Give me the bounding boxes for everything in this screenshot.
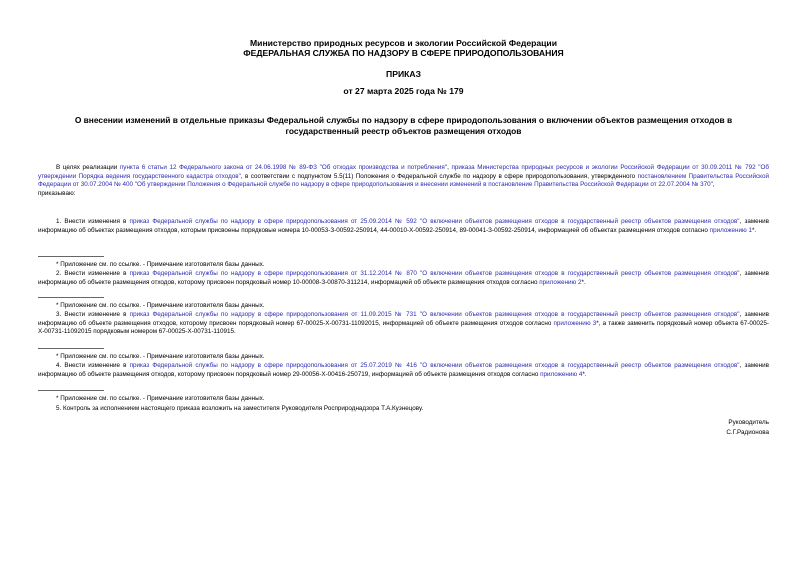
service-name: ФЕДЕРАЛЬНАЯ СЛУЖБА ПО НАДЗОРУ В СФЕРЕ ПРИРОДОПОЛЬЗОВАНИЯ [243,48,564,58]
item-text: , заменив информацию об объекте размещения отходов, которому присвоен порядковый номер 29-00056-Х-00416-250719, информацией об объекте размещения отходов согласно [38,362,770,378]
item-text: , заменив информацию об объекте размещения отходов, которому присвоен порядковый номер 10-00008-З-00870-311214, информацией об объекте размещения отходов согласно [38,270,770,286]
appendix-link[interactable]: приложению 4 [540,370,583,378]
item-text: *. [581,278,586,286]
footnote-divider [38,348,104,349]
preamble-text: , в соответствии с подпунктом 5.5(11) Положения о Федеральной службе по надзору в сфере природопользования, утвержденного [240,172,638,180]
item-text: 4. Внести изменение в [56,362,130,369]
preamble [38,164,769,198]
document-date-number: от 27 марта 2025 года № 179 [343,86,464,96]
law-link[interactable]: пункта 6 статьи 12 Федерального закона от 24.06.1998 № 89-ФЗ "Об отходах производства и потребления" [119,164,448,171]
ministry-order-link[interactable]: приказа Министерства природных ресурсов и экологии Российской Федерации от 30.09.2011 № 792 "Об утверждении Порядка ведения государственного кадастра отходов" [38,164,770,180]
preamble-paragraph [38,164,769,190]
preamble-text: В целях реализации [56,164,120,171]
footnote: * Приложение см. по ссылке. - Примечание изготовителя базы данных. [56,353,265,360]
signature-role: Руководитель [728,419,769,426]
item-text: , заменив информацию об объектах размещения отходов, которым присвоены порядковые номера 10-00053-З-00592-250914, 44-00010-Х-00592-250914, 89-00041-З-00592-250914, информацией об объектах размещения отходов согласно [38,218,770,234]
footnote: * Приложение см. по ссылке. - Примечание изготовителя базы данных. [56,395,265,402]
appendix-link[interactable]: приложению 1 [709,226,752,234]
order-link[interactable]: приказ Федеральной службы по надзору в сфере природопользования от 25.09.2014 № 592 "О включении объектов размещения отходов в государственный реестр объектов размещения отходов" [129,218,740,225]
order-item-4 [38,362,769,379]
item-text: 1. Внести изменения в [56,218,130,225]
order-link[interactable]: приказ Федеральной службы по надзору в сфере природопользования от 31.12.2014 № 870 "О включении объектов размещения отходов в государственный реестр объектов размещения отходов" [129,270,740,277]
signature-name: С.Г.Радионова [726,429,769,436]
item-text: *, а также заменить порядковый номер объекта 67-00025-Х-00731-11092015 порядковым номером 67-00025-Х-00731-110915. [38,319,769,336]
item-text: *. [582,370,587,378]
order-item-3 [38,311,769,337]
footnote: * Приложение см. по ссылке. - Примечание изготовителя базы данных. [56,261,265,268]
order-link[interactable]: приказ Федеральной службы по надзору в сфере природопользования от 11.09.2015 № 731 "О включении объектов размещения отходов в государственный реестр объектов размещения отходов" [129,311,740,318]
document-type: ПРИКАЗ [386,69,421,79]
order-item-5 [38,405,769,414]
preamble-text: , [712,181,715,189]
ministry-name: Министерство природных ресурсов и экологии Российской Федерации [250,38,557,48]
footnote-divider [38,390,104,391]
appendix-link[interactable]: приложению 2 [539,278,582,286]
document-title: О внесении изменений в отдельные приказы Федеральной службы по надзору в сфере природопользования о включении объектов размещения отходов в государственный реестр объектов размещения отходов [74,115,733,136]
appendix-link[interactable]: приложению 3 [553,319,597,327]
item-text: 5. Контроль за исполнением настоящего приказа возложить на заместителя Руководителя Росприроднадзора Т.А.Кузнецову. [56,405,424,412]
order-word: приказываю: [38,189,76,197]
footnote-divider [38,297,104,298]
government-decree-link[interactable]: постановлением Правительства Российской Федерации от 30.07.2004 № 400 "Об утверждении Положения о Федеральной службе по надзору в сфере природопользования и внесении изменений в постановление Правительства Российской Федерации от 22.07.2004 № 370" [38,172,769,189]
footnote: * Приложение см. по ссылке. - Примечание изготовителя базы данных. [56,302,265,309]
order-item-1 [38,218,769,235]
preamble-text: , [447,164,452,171]
item-text: 3. Внести изменение в [56,311,130,318]
item-text: , заменив информацию об объекте размещения отходов, которому присвоен порядковый номер 67-00025-Х-00731-11092015, информацией об объекте размещения отходов согласно [38,311,770,327]
item-text: 2. Внести изменение в [56,270,130,277]
footnote-divider [38,256,104,257]
order-link[interactable]: приказ Федеральной службы по надзору в сфере природопользования от 25.07.2019 № 416 "О включении объектов размещения отходов в государственный реестр объектов размещения отходов" [129,362,740,369]
order-item-2 [38,270,769,287]
item-text: *. [751,226,757,234]
